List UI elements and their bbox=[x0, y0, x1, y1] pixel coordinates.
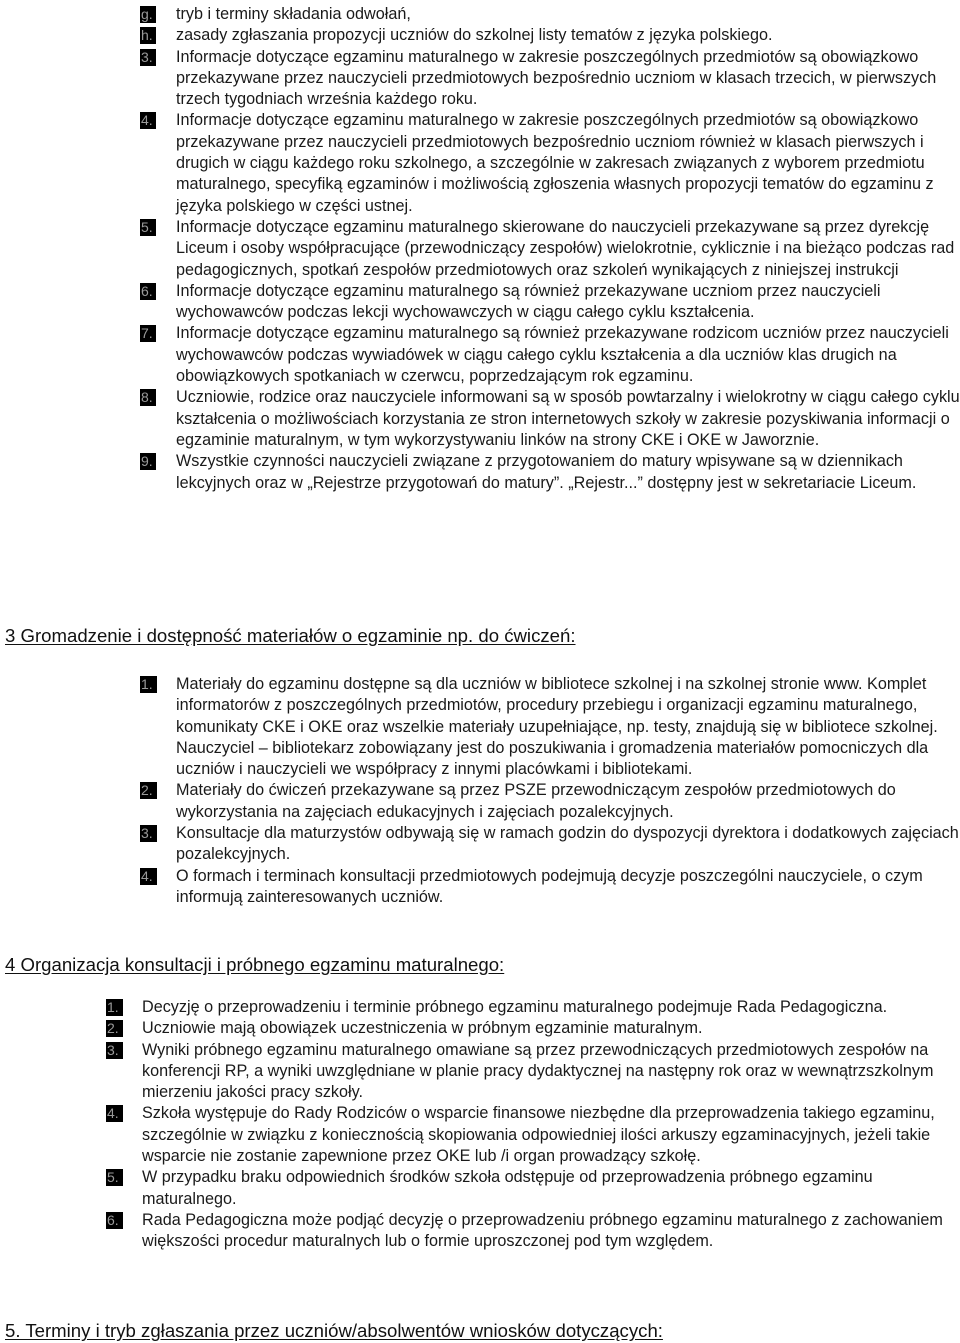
list-item-text: Informacje dotyczące egzaminu maturalnego są również przekazywane rodzicom uczniów przez nauczycieli wychowawców podczas wywiadówek w ciągu całego cyklu kształcenia a dla uczniów klas drugich na obowiązkowych spotkaniach w czerwcu, poprzedzającym rok egzaminu. bbox=[176, 324, 949, 386]
list-item bbox=[141, 866, 960, 909]
materials-list bbox=[141, 674, 960, 908]
list-item-text: Informacje dotyczące egzaminu maturalnego w zakresie poszczególnych przedmiotów są obowiązkowo przekazywane przez nauczycieli przedmiotowych bezpośrednio uczniom w klasach trzecich, w pierwszych trzech tygodniach września każdego roku. bbox=[176, 47, 937, 109]
list-item bbox=[141, 47, 960, 111]
list-item bbox=[141, 451, 960, 494]
section-heading-4: 4 Organizacja konsultacji i próbnego egzaminu maturalnego: bbox=[5, 954, 505, 975]
list-marker: h. bbox=[140, 27, 156, 44]
list-item-text: Informacje dotyczące egzaminu maturalnego są również przekazywane uczniom przez nauczycieli wychowawców podczas lekcji wychowawczych w ciągu całego cyklu kształcenia. bbox=[176, 281, 881, 322]
list-item bbox=[141, 323, 960, 387]
list-marker: 7. bbox=[140, 325, 156, 342]
list-item bbox=[107, 1210, 960, 1253]
list-item bbox=[141, 110, 960, 216]
list-item-text: Decyzję o przeprowadzeniu i terminie próbnego egzaminu maturalnego podejmuje Rada Pedagogiczna. bbox=[142, 998, 888, 1016]
section-heading-5: 5. Terminy i tryb zgłaszania przez uczniów/absolwentów wniosków dotyczących: bbox=[5, 1320, 663, 1341]
list-item-text: Uczniowie mają obowiązek uczestniczenia w próbnym egzaminie maturalnym. bbox=[142, 1019, 703, 1038]
list-item-text: zasady zgłaszania propozycji uczniów do szkolnej listy tematów z języka polskiego. bbox=[176, 26, 773, 45]
list-item-text: Informacje dotyczące egzaminu maturalnego skierowane do nauczycieli przekazywane są przez dyrekcję Liceum i osoby współpracujące (przewodniczący zespołów) wielokrotnie, cyklicznie i na bieżąco podczas rad pedagogicznych, spotkań zespołów przedmiotowych oraz szkoleń wynikających z niniejszej instrukcji bbox=[176, 217, 955, 279]
list-marker: 5. bbox=[106, 1169, 123, 1186]
section-heading-3: 3 Gromadzenie i dostępność materiałów o egzaminie np. do ćwiczeń: bbox=[5, 625, 576, 646]
list-item-text: Uczniowie, rodzice oraz nauczyciele informowani są w sposób powtarzalny i wielokrotny w ciągu całego cyklu kształcenia o możliwościach korzystania ze stron internetowych szkoły w zakresie pozyskiwania informacji o egzaminie maturalnym, w tym wykorzystywaniu linków na strony CKE i OKE w Jaworznie. bbox=[176, 388, 960, 449]
list-marker: 1. bbox=[106, 999, 123, 1016]
list-marker: 4. bbox=[106, 1105, 123, 1122]
list-item bbox=[141, 217, 960, 281]
list-marker: 3. bbox=[140, 49, 156, 66]
list-item-text: Konsultacje dla maturzystów odbywają się w ramach godzin do dyspozycji dyrektora i dodatkowych zajęciach pozalekcyjnych. bbox=[176, 824, 959, 864]
list-marker: g. bbox=[140, 6, 156, 23]
list-marker: 1. bbox=[140, 676, 157, 693]
list-marker: 4. bbox=[140, 868, 157, 885]
list-marker: 2. bbox=[106, 1020, 123, 1037]
list-marker: 6. bbox=[106, 1212, 123, 1229]
consultation-list bbox=[107, 997, 960, 1253]
list-marker: 4. bbox=[140, 112, 156, 129]
list-item bbox=[107, 1040, 960, 1104]
list-item bbox=[141, 281, 960, 324]
list-item bbox=[107, 1103, 960, 1167]
list-item-text: Materiały do egzaminu dostępne są dla uczniów w bibliotece szkolnej i na szkolnej stronie www. Komplet informatorów z poszczególnych przedmiotów, procedury przebiegu i organizacji egzaminu maturalnego, komunikaty CKE i OKE oraz wszelkie materiały uzupełniające, np. testy, znajdują się w bibliotece szkolnej. Nauczyciel – bibliotekarz zobowiązany jest do poszukiwania i gromadzenia materiałów pomocniczych dla uczniów i nauczycieli we współpracy z innymi placówkami i bibliotekami. bbox=[176, 675, 938, 779]
list-marker: 5. bbox=[140, 219, 156, 236]
list-item bbox=[107, 997, 960, 1018]
list-item-text: tryb i terminy składania odwołań, bbox=[176, 5, 411, 23]
list-marker: 6. bbox=[140, 283, 156, 300]
list-item-text: O formach i terminach konsultacji przedmiotowych podejmują decyzje poszczególni nauczyciele, o czym informują zainteresowanych uczniów. bbox=[176, 866, 923, 906]
list-item bbox=[141, 387, 960, 451]
list-item bbox=[141, 823, 960, 866]
list-item bbox=[141, 4, 960, 25]
list-item-text: Materiały do ćwiczeń przekazywane są przez PSZE przewodniczącym zespołów przedmiotowych do wykorzystania na zajęciach edukacyjnych i zajęciach pozalekcyjnych. bbox=[176, 781, 896, 821]
list-marker: 3. bbox=[106, 1042, 123, 1059]
list-item bbox=[107, 1167, 960, 1210]
list-marker: 8. bbox=[140, 389, 156, 406]
list-item-text: Szkoła występuje do Rady Rodziców o wsparcie finansowe niezbędne dla przeprowadzenia takiego egzaminu, szczególnie w związku z koniecznością skopiowania odpowiedniej ilości arkuszy egzaminacyjnych, jeżeli takie wsparcie nie zostanie zapewnione przez OKE lub /i organ prowadzący szkołę. bbox=[142, 1104, 935, 1166]
procedure-list-continued bbox=[141, 4, 960, 494]
list-item bbox=[141, 674, 960, 780]
list-item bbox=[141, 25, 960, 46]
list-marker: 3. bbox=[140, 825, 157, 842]
list-item-text: Wszystkie czynności nauczycieli związane z przygotowaniem do matury wpisywane są w dziennikach lekcyjnych oraz w „Rejestrze przygotowań do matury”. „Rejestr...” dostępny jest w sekretariacie Liceum. bbox=[176, 452, 917, 492]
list-item bbox=[141, 780, 960, 823]
list-marker: 2. bbox=[140, 782, 157, 799]
list-item bbox=[107, 1018, 960, 1039]
list-marker: 9. bbox=[140, 453, 156, 470]
list-item-text: Rada Pedagogiczna może podjąć decyzję o przeprowadzeniu próbnego egzaminu maturalnego z zachowaniem większości procedur maturalnych lub o formie uproszczonej pod tym względem. bbox=[142, 1210, 943, 1251]
list-item-text: Wyniki próbnego egzaminu maturalnego omawiane są przez przewodniczących przedmiotowych zespołów na konferencji RP, a wyniki uwzględniane w planie pracy dydaktycznej na następny rok oraz w wewnątrzszkolnym mierzeniu jakości pracy szkoły. bbox=[142, 1040, 934, 1102]
list-item-text: Informacje dotyczące egzaminu maturalnego w zakresie poszczególnych przedmiotów są obowiązkowo przekazywane przez nauczycieli przedmiotowych bezpośrednio uczniom również w klasach pierwszych i drugich w ciągu każdego roku szkolnego, a szczególnie w zakresach związanych z wyborem przedmiotu maturalnego, specyfiką egzaminów i możliwością zgłoszenia własnych propozycji tematów do egzaminu z języka polskiego w części ustnej. bbox=[176, 111, 934, 215]
list-item-text: W przypadku braku odpowiednich środków szkoła odstępuje od przeprowadzenia próbnego egzaminu maturalnego. bbox=[142, 1168, 873, 1208]
